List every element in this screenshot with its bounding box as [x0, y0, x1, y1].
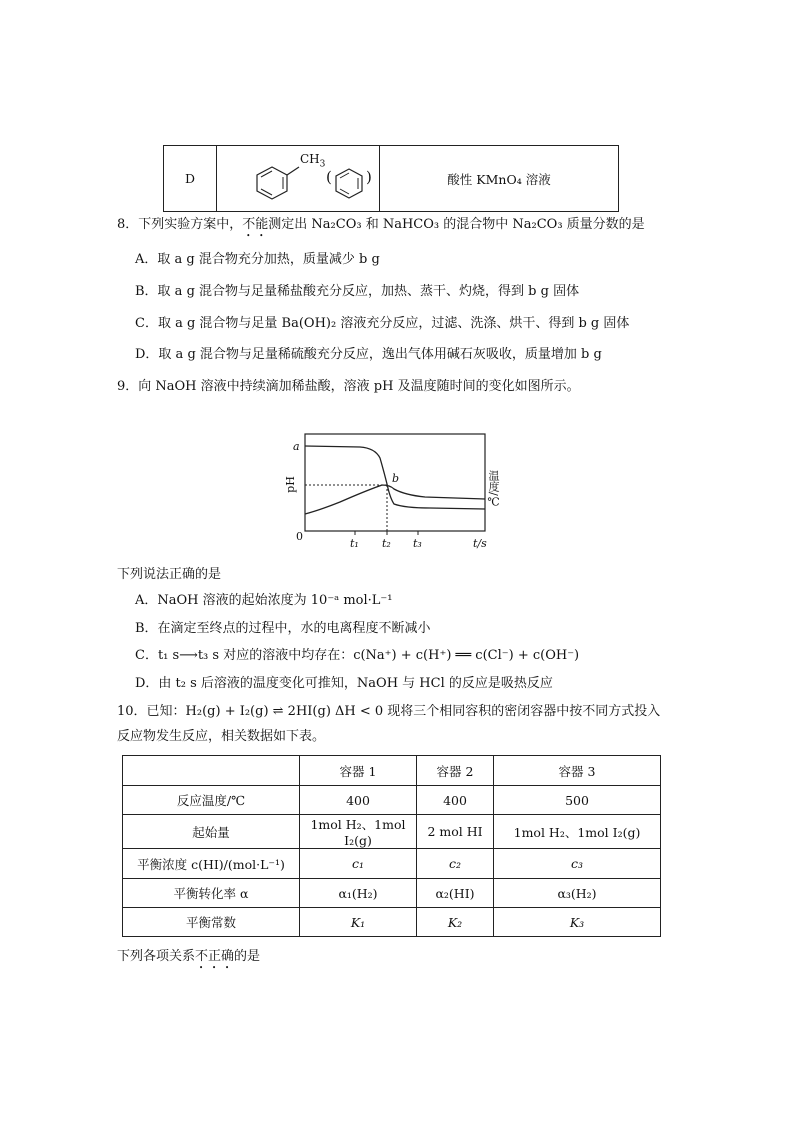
equilibrium-data-table [122, 755, 661, 937]
table-cell: c₃ [494, 849, 661, 879]
q9-stem: 9．向 NaOH 溶液中持续滴加稀盐酸，溶液 pH 及温度随时间的变化如图所示。 [117, 379, 580, 394]
table-cell: 起始量 [123, 815, 300, 849]
table-cell: 1mol H₂、1mol I₂(g) [300, 815, 417, 849]
table-row [123, 786, 661, 815]
q10-ask: 下列各项关系不正确的是 [117, 949, 261, 964]
q8-stem: 8．下列实验方案中，不能测定出 Na₂CO₃ 和 NaHCO₃ 的混合物中 Na₂CO₃ 质量分数的是 [117, 217, 645, 232]
label-a: a [293, 440, 300, 453]
table-cell: 反应温度/℃ [123, 786, 300, 815]
table-cell: α₁(H₂) [300, 879, 417, 908]
temperature-curve [305, 485, 485, 514]
label-time-axis: t/s [473, 537, 487, 550]
reagent-cell: 酸性 KMnO₄ 溶液 [380, 146, 619, 212]
q9-ask: 下列说法正确的是 [117, 567, 222, 582]
table-cell: 400 [417, 786, 494, 815]
table-cell: c₂ [417, 849, 494, 879]
q8-option-b: B．取 a g 混合物与足量稀盐酸充分反应，加热、蒸干、灼烧，得到 b g 固体 [135, 284, 580, 299]
q10-stem-line2: 反应物发生反应，相关数据如下表。 [117, 729, 326, 744]
label-t1: t₁ [350, 537, 359, 550]
q9-option-b: B．在滴定至终点的过程中，水的电离程度不断减小 [135, 621, 431, 636]
table-cell: 2 mol HI [417, 815, 494, 849]
table-cell: α₃(H₂) [494, 879, 661, 908]
table-cell: α₂(HI) [417, 879, 494, 908]
table-row [123, 879, 661, 908]
label-ph-axis: pH [283, 476, 297, 493]
table-cell: 1mol H₂、1mol I₂(g) [494, 815, 661, 849]
toluene-benzene-structures: $CH_3$ ( ) [217, 146, 380, 212]
table-cell: K₂ [417, 908, 494, 937]
table-cell: K₃ [494, 908, 661, 937]
table-cell: K₁ [300, 908, 417, 937]
table-header: 容器 1 [300, 756, 417, 786]
ph-temperature-graph [280, 432, 510, 557]
reagent-table-row-d [163, 145, 619, 212]
table-row [123, 815, 661, 849]
table-header-blank [123, 756, 300, 786]
label-temperature-axis: 温度/℃ [487, 470, 500, 509]
label-b: b [392, 472, 400, 485]
q8-option-a: A．取 a g 混合物充分加热，质量减少 b g [135, 252, 380, 267]
structure-drawing [217, 147, 377, 211]
q9-option-c: C．t₁ s⟶t₃ s 对应的溶液中均存在：c(Na⁺) + c(H⁺) ══ c(Cl⁻) + c(OH⁻) [135, 648, 580, 663]
label-zero: 0 [296, 530, 303, 543]
table-cell: 平衡浓度 c(HI)/(mol·L⁻¹) [123, 849, 300, 879]
q8-option-c: C．取 a g 混合物与足量 Ba(OH)₂ 溶液充分反应，过滤、洗涤、烘干、得到 b g 固体 [135, 316, 630, 331]
q8-option-d: D．取 a g 混合物与足量稀硫酸充分反应，逸出气体用碱石灰吸收，质量增加 b g [135, 347, 602, 362]
table-row [123, 849, 661, 879]
table-header: 容器 3 [494, 756, 661, 786]
q10-stem-line1: 10．已知：H₂(g) + I₂(g) ⇌ 2HI(g) ΔH < 0 现将三个相同容积的密闭容器中按不同方式投入 [117, 704, 661, 719]
q9-option-a: A．NaOH 溶液的起始浓度为 10⁻ᵃ mol·L⁻¹ [135, 593, 393, 608]
table-header: 容器 2 [417, 756, 494, 786]
table-cell: c₁ [300, 849, 417, 879]
emphasis-not-able: 不能 [242, 217, 269, 232]
label-t2: t₂ [382, 537, 391, 550]
table-cell: 平衡常数 [123, 908, 300, 937]
table-cell: 400 [300, 786, 417, 815]
q9-option-d: D．由 t₂ s 后溶液的温度变化可推知，NaOH 与 HCl 的反应是吸热反应 [135, 676, 553, 691]
table-cell: 平衡转化率 α [123, 879, 300, 908]
label-t3: t₃ [413, 537, 422, 550]
row-label: D [164, 146, 217, 212]
emphasis-incorrect: 不正确 [195, 949, 235, 964]
table-cell: 500 [494, 786, 661, 815]
table-row [123, 908, 661, 937]
